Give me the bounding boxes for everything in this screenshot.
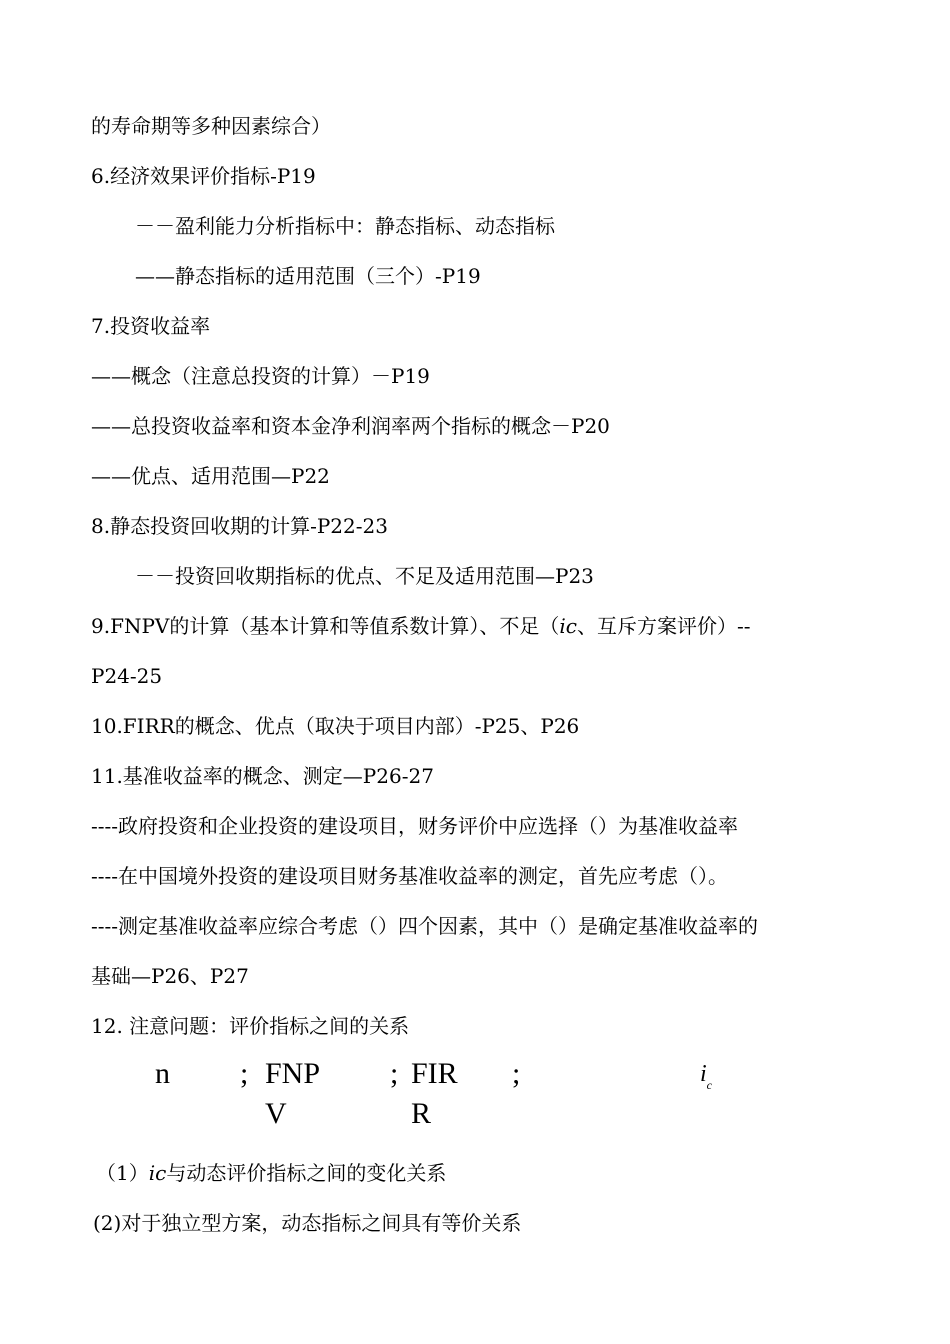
text-span: 与动态评价指标之间的变化关系	[166, 1161, 447, 1185]
sub-item-1	[96, 1160, 446, 1186]
sub-item: ——概念（注意总投资的计算）－P19	[91, 364, 430, 388]
heading-7: 7.投资收益率	[91, 314, 211, 338]
formula-sub-c: c	[706, 1078, 712, 1092]
text-line: 的寿命期等多种因素综合）	[91, 114, 331, 138]
sub-item: ——总投资收益率和资本金净利润率两个指标的概念－P20	[91, 414, 610, 438]
heading-8: 8.静态投资回收期的计算-P22-23	[91, 514, 388, 538]
sub-item: ——优点、适用范围—P22	[91, 464, 330, 488]
heading-12: 12. 注意问题：评价指标之间的关系	[91, 1014, 410, 1038]
sub-item: ----政府投资和企业投资的建设项目，财务评价中应选择（）为基准收益率	[91, 814, 739, 838]
sub-item: ----测定基准收益率应综合考虑（）四个因素，其中（）是确定基准收益率的	[91, 914, 759, 938]
formula-semicolon: ;	[390, 1057, 399, 1090]
italic-ic: ic	[559, 614, 577, 638]
formula-ic	[700, 1055, 712, 1096]
sub-item: ——静态指标的适用范围（三个）-P19	[135, 264, 481, 288]
formula-fir: FIR	[411, 1057, 458, 1090]
formula-v: V	[265, 1097, 287, 1130]
heading-10: 10.FIRR的概念、优点（取决于项目内部）-P25、P26	[91, 714, 580, 738]
formula-semicolon: ;	[240, 1057, 249, 1090]
text-span: （1）	[96, 1161, 149, 1185]
formula-n: n	[155, 1057, 170, 1090]
formula-semicolon: ;	[512, 1057, 521, 1090]
heading-11: 11.基准收益率的概念、测定—P26-27	[91, 764, 434, 788]
heading-6: 6.经济效果评价指标-P19	[91, 164, 316, 188]
sub-item: ----在中国境外投资的建设项目财务基准收益率的测定，首先应考虑（）。	[91, 864, 729, 888]
sub-item: －－投资回收期指标的优点、不足及适用范围—P23	[135, 564, 594, 588]
text-span: 、互斥方案评价）--	[576, 614, 751, 638]
text-line: 基础—P26、P27	[91, 964, 249, 988]
sub-item: －－盈利能力分析指标中：静态指标、动态指标	[135, 214, 555, 238]
sub-item-2: (2)对于独立型方案，动态指标之间具有等价关系	[93, 1211, 522, 1235]
text-span: 9.FNPV的计算（基本计算和等值系数计算）、不足（	[91, 614, 560, 638]
heading-9	[91, 613, 750, 639]
text-line: P24-25	[91, 664, 163, 688]
italic-ic: ic	[148, 1161, 167, 1185]
formula-r: R	[411, 1097, 432, 1130]
formula-fnp: FNP	[265, 1057, 321, 1090]
formula-i: i	[700, 1061, 707, 1087]
